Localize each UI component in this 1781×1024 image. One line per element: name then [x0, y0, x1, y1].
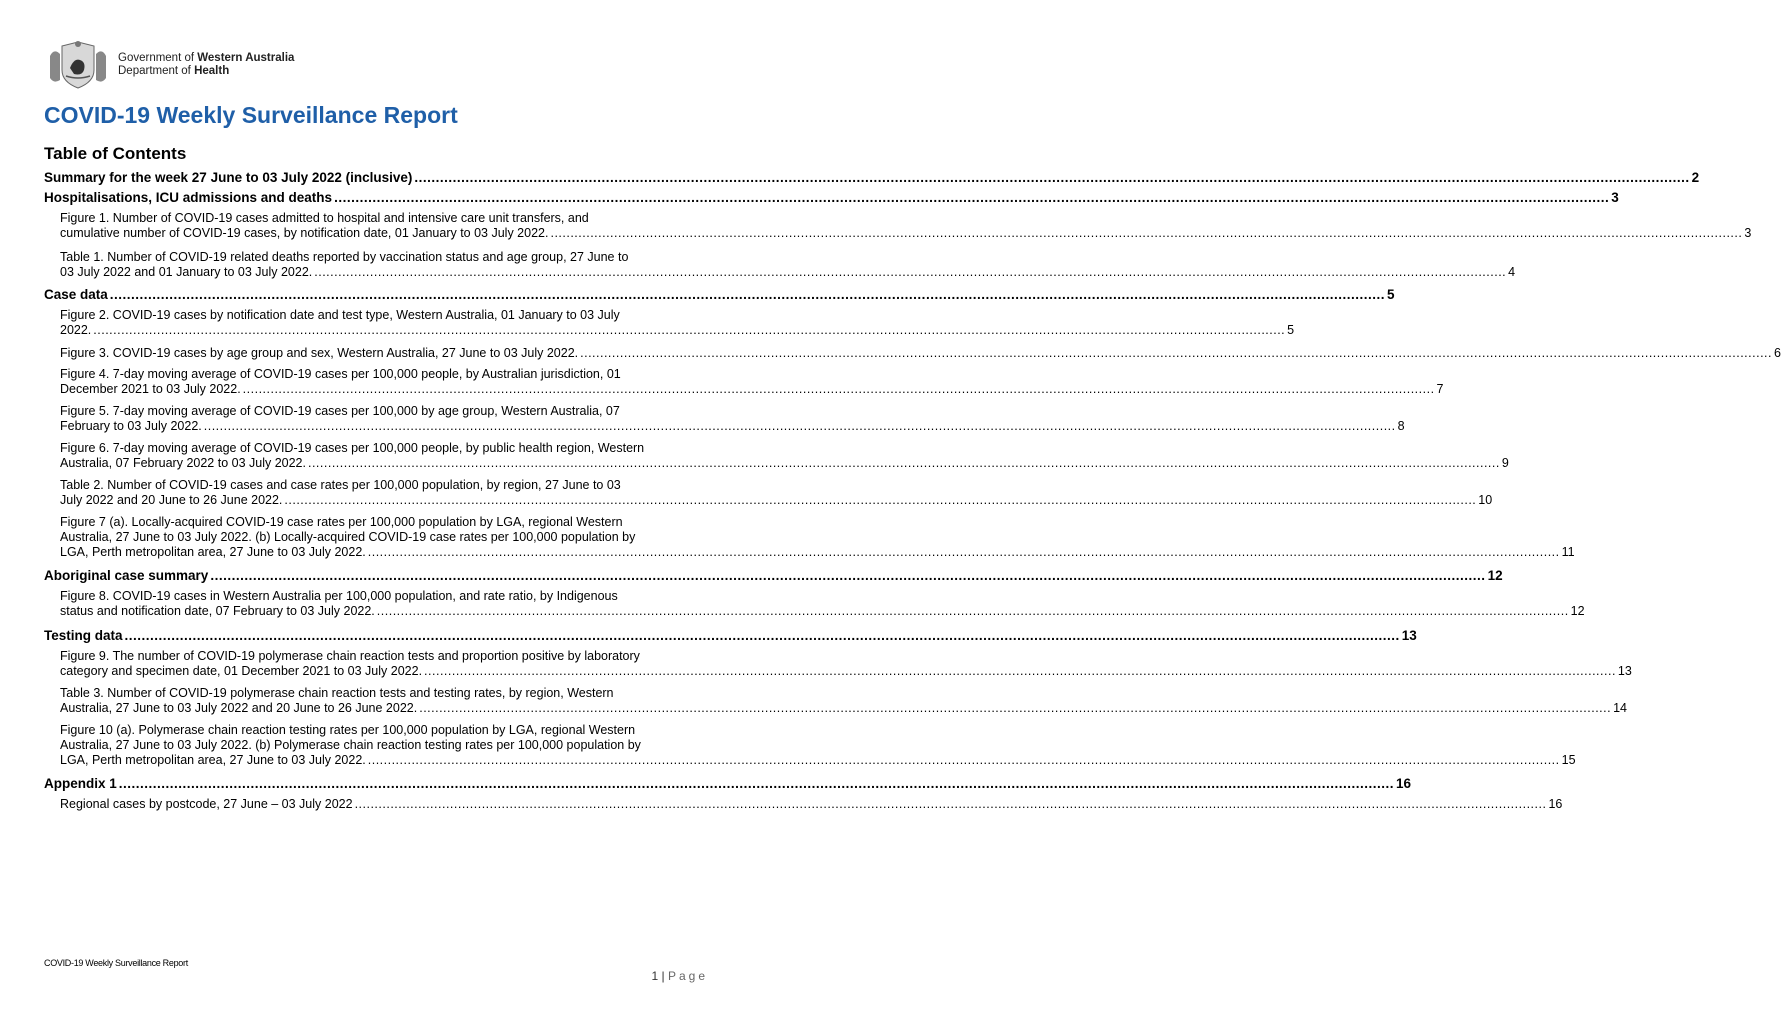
toc-page-number: 2: [1691, 170, 1700, 185]
toc-section-entry[interactable]: [44, 170, 1700, 185]
toc-entry-text: Figure 1. Number of COVID-19 cases admitted to hospital and intensive care unit transfers, and: [60, 211, 589, 225]
toc-item-entry[interactable]: [60, 723, 1576, 768]
dot-leader: ............................................................................................................................................................................................................................................................................................................: [118, 776, 1394, 791]
toc-entry-text: Hospitalisations, ICU admissions and deaths: [44, 190, 333, 205]
toc-item-entry[interactable]: [60, 797, 1563, 812]
toc-section-entry[interactable]: [44, 568, 1503, 583]
toc-entry-text: 2022.: [60, 323, 92, 337]
dot-leader: ............................................................................................................................................................................................................................................................................................................: [414, 170, 1690, 185]
dot-leader: ............................................................................................................................................................................................................................................................................................................: [109, 287, 1386, 302]
toc-page-number: 12: [1570, 604, 1585, 618]
toc-item-entry[interactable]: [60, 589, 1585, 619]
toc-item-entry[interactable]: [60, 250, 1516, 280]
government-name: [118, 52, 294, 78]
toc-entry-text: Figure 10 (a). Polymerase chain reaction testing rates per 100,000 population by LGA, regional Western: [60, 723, 636, 737]
toc-entry-text: Figure 3. COVID-19 cases by age group and sex, Western Australia, 27 June to 03 July 2022.: [60, 346, 579, 360]
dept-line-bold: Health: [194, 65, 230, 77]
toc-item-entry[interactable]: [60, 367, 1444, 397]
toc-entry-text: status and notification date, 07 February to 03 July 2022.: [60, 604, 375, 618]
page-separator: |: [661, 969, 665, 983]
toc-entry-text: Figure 9. The number of COVID-19 polymerase chain reaction tests and proportion positive by laboratory: [60, 649, 640, 663]
toc-heading: Table of Contents: [44, 144, 187, 163]
header: [44, 40, 334, 92]
report-title: COVID-19 Weekly Surveillance Report: [44, 102, 458, 128]
toc-section-entry[interactable]: [44, 628, 1417, 643]
toc-page-number: 14: [1613, 701, 1627, 715]
toc-section-entry[interactable]: [44, 776, 1412, 791]
toc-page-number: 15: [1561, 753, 1576, 767]
toc-page-number: 13: [1617, 664, 1632, 678]
toc-entry-text: Figure 2. COVID-19 cases by notification date and test type, Western Australia, 01 January to 03 July: [60, 308, 620, 322]
toc-item-entry[interactable]: [60, 211, 1752, 241]
toc-page-number: 13: [1401, 628, 1417, 643]
toc-page-number: 5: [1287, 323, 1295, 337]
dot-leader: ............................................................................................................................................................................................................................................................................................................: [210, 568, 1486, 583]
toc-entry-text: Figure 7 (a). Locally-acquired COVID-19 case rates per 100,000 population by LGA, regional Western: [60, 515, 623, 529]
toc-page-number: 8: [1397, 419, 1405, 433]
dot-leader: ............................................................................................................................................................................................................................................................................................................: [580, 346, 1772, 360]
dept-line-prefix: Department of: [118, 65, 195, 77]
toc-entry-text: Aboriginal case summary: [44, 568, 209, 583]
toc-page-number: 11: [1561, 545, 1575, 559]
toc-entry-text: category and specimen date, 01 December 2021 to 03 July 2022.: [60, 664, 423, 678]
toc-page-number: 9: [1501, 456, 1509, 470]
coat-of-arms-logo: [44, 40, 112, 92]
toc-item-entry[interactable]: [60, 478, 1493, 508]
dot-leader: ............................................................................................................................................................................................................................................................................................................: [367, 545, 1560, 559]
toc-item-entry[interactable]: [60, 686, 1627, 716]
dot-leader: ............................................................................................................................................................................................................................................................................................................: [376, 604, 1569, 618]
toc-page-number: 6: [1774, 346, 1781, 360]
toc-page-number: 3: [1744, 226, 1752, 240]
page-word: Page: [667, 969, 708, 983]
toc-page-number: 12: [1487, 568, 1503, 583]
dot-leader: ............................................................................................................................................................................................................................................................................................................: [124, 628, 1400, 643]
dot-leader: ............................................................................................................................................................................................................................................................................................................: [203, 419, 1396, 433]
toc-entry-text: Australia, 07 February 2022 to 03 July 2022.: [60, 456, 306, 470]
dot-leader: ............................................................................................................................................................................................................................................................................................................: [424, 664, 1616, 678]
toc-page-number: 4: [1508, 265, 1516, 279]
dot-leader: ............................................................................................................................................................................................................................................................................................................: [314, 265, 1507, 279]
toc-item-entry[interactable]: [60, 346, 1781, 361]
toc-page-number: 16: [1548, 797, 1563, 811]
toc-entry-text: Australia, 27 June to 03 July 2022 and 20 June to 26 June 2022.: [60, 701, 418, 715]
toc-item-entry[interactable]: [60, 649, 1632, 679]
toc-item-entry[interactable]: [60, 441, 1509, 471]
toc-item-entry[interactable]: [60, 404, 1405, 434]
dot-leader: ............................................................................................................................................................................................................................................................................................................: [93, 323, 1286, 337]
dot-leader: ............................................................................................................................................................................................................................................................................................................: [550, 226, 1743, 240]
toc-entry-text: Appendix 1: [44, 776, 117, 791]
toc-page-number: 10: [1478, 493, 1493, 507]
toc-item-entry[interactable]: [60, 515, 1575, 560]
toc-entry-text: Testing data: [44, 628, 123, 643]
footer-page-indicator: [651, 969, 708, 983]
page-number: 1: [651, 969, 659, 983]
dot-leader: ............................................................................................................................................................................................................................................................................................................: [419, 701, 1612, 715]
dot-leader: ............................................................................................................................................................................................................................................................................................................: [367, 753, 1560, 767]
toc-entry-text: 03 July 2022 and 01 January to 03 July 2022.: [60, 265, 313, 279]
toc-page-number: 7: [1436, 382, 1444, 396]
dot-leader: ............................................................................................................................................................................................................................................................................................................: [284, 493, 1477, 507]
toc-entry-text: Regional cases by postcode, 27 June – 03 July 2022: [60, 797, 353, 811]
toc-entry-text: July 2022 and 20 June to 26 June 2022.: [60, 493, 283, 507]
toc-entry-text: Australia, 27 June to 03 July 2022. (b) Polymerase chain reaction testing rates per 100,000 population by: [60, 738, 641, 752]
toc-section-entry[interactable]: [44, 190, 1619, 205]
toc-entry-text: Case data: [44, 287, 108, 302]
toc-entry-text: February to 03 July 2022.: [60, 419, 202, 433]
dot-leader: ............................................................................................................................................................................................................................................................................................................: [307, 456, 1500, 470]
toc-entry-text: Summary for the week 27 June to 03 July 2022 (inclusive): [44, 170, 413, 185]
toc-entry-text: Figure 6. 7-day moving average of COVID-19 cases per 100,000 people, by public health region, Western: [60, 441, 645, 455]
toc-entry-text: Table 2. Number of COVID-19 cases and case rates per 100,000 population, by region, 27 June to 03: [60, 478, 621, 492]
gov-line-bold: Western Australia: [197, 52, 295, 64]
toc-page-number: 3: [1611, 190, 1619, 205]
toc-entry-text: Table 3. Number of COVID-19 polymerase chain reaction tests and testing rates, by region, Western: [60, 686, 614, 700]
toc-page-number: 5: [1387, 287, 1395, 302]
toc-entry-text: cumulative number of COVID-19 cases, by notification date, 01 January to 03 July 2022.: [60, 226, 549, 240]
toc-entry-text: LGA, Perth metropolitan area, 27 June to 03 July 2022.: [60, 753, 366, 767]
dot-leader: ............................................................................................................................................................................................................................................................................................................: [334, 190, 1610, 205]
toc-entry-text: Figure 4. 7-day moving average of COVID-19 cases per 100,000 people, by Australian jurisdiction, 01: [60, 367, 621, 381]
toc-entry-text: Figure 5. 7-day moving average of COVID-19 cases per 100,000 by age group, Western Australia, 07: [60, 404, 620, 418]
dot-leader: ............................................................................................................................................................................................................................................................................................................: [354, 797, 1547, 811]
toc-entry-text: Australia, 27 June to 03 July 2022. (b) Locally-acquired COVID-19 case rates per 100,000 population by: [60, 530, 636, 544]
toc-section-entry[interactable]: [44, 287, 1395, 302]
toc-entry-text: December 2021 to 03 July 2022.: [60, 382, 241, 396]
toc-entry-text: Table 1. Number of COVID-19 related deaths reported by vaccination status and age group, 27 June to: [60, 250, 629, 264]
toc-item-entry[interactable]: [60, 308, 1295, 338]
footer-report-name: COVID-19 Weekly Surveillance Report: [44, 958, 188, 968]
gov-line-prefix: Government of: [118, 52, 198, 64]
dot-leader: ............................................................................................................................................................................................................................................................................................................: [242, 382, 1435, 396]
toc-page-number: 16: [1396, 776, 1412, 791]
toc-entry-text: Figure 8. COVID-19 cases in Western Australia per 100,000 population, and rate ratio, by Indigenous: [60, 589, 618, 603]
toc-entry-text: LGA, Perth metropolitan area, 27 June to 03 July 2022.: [60, 545, 366, 559]
